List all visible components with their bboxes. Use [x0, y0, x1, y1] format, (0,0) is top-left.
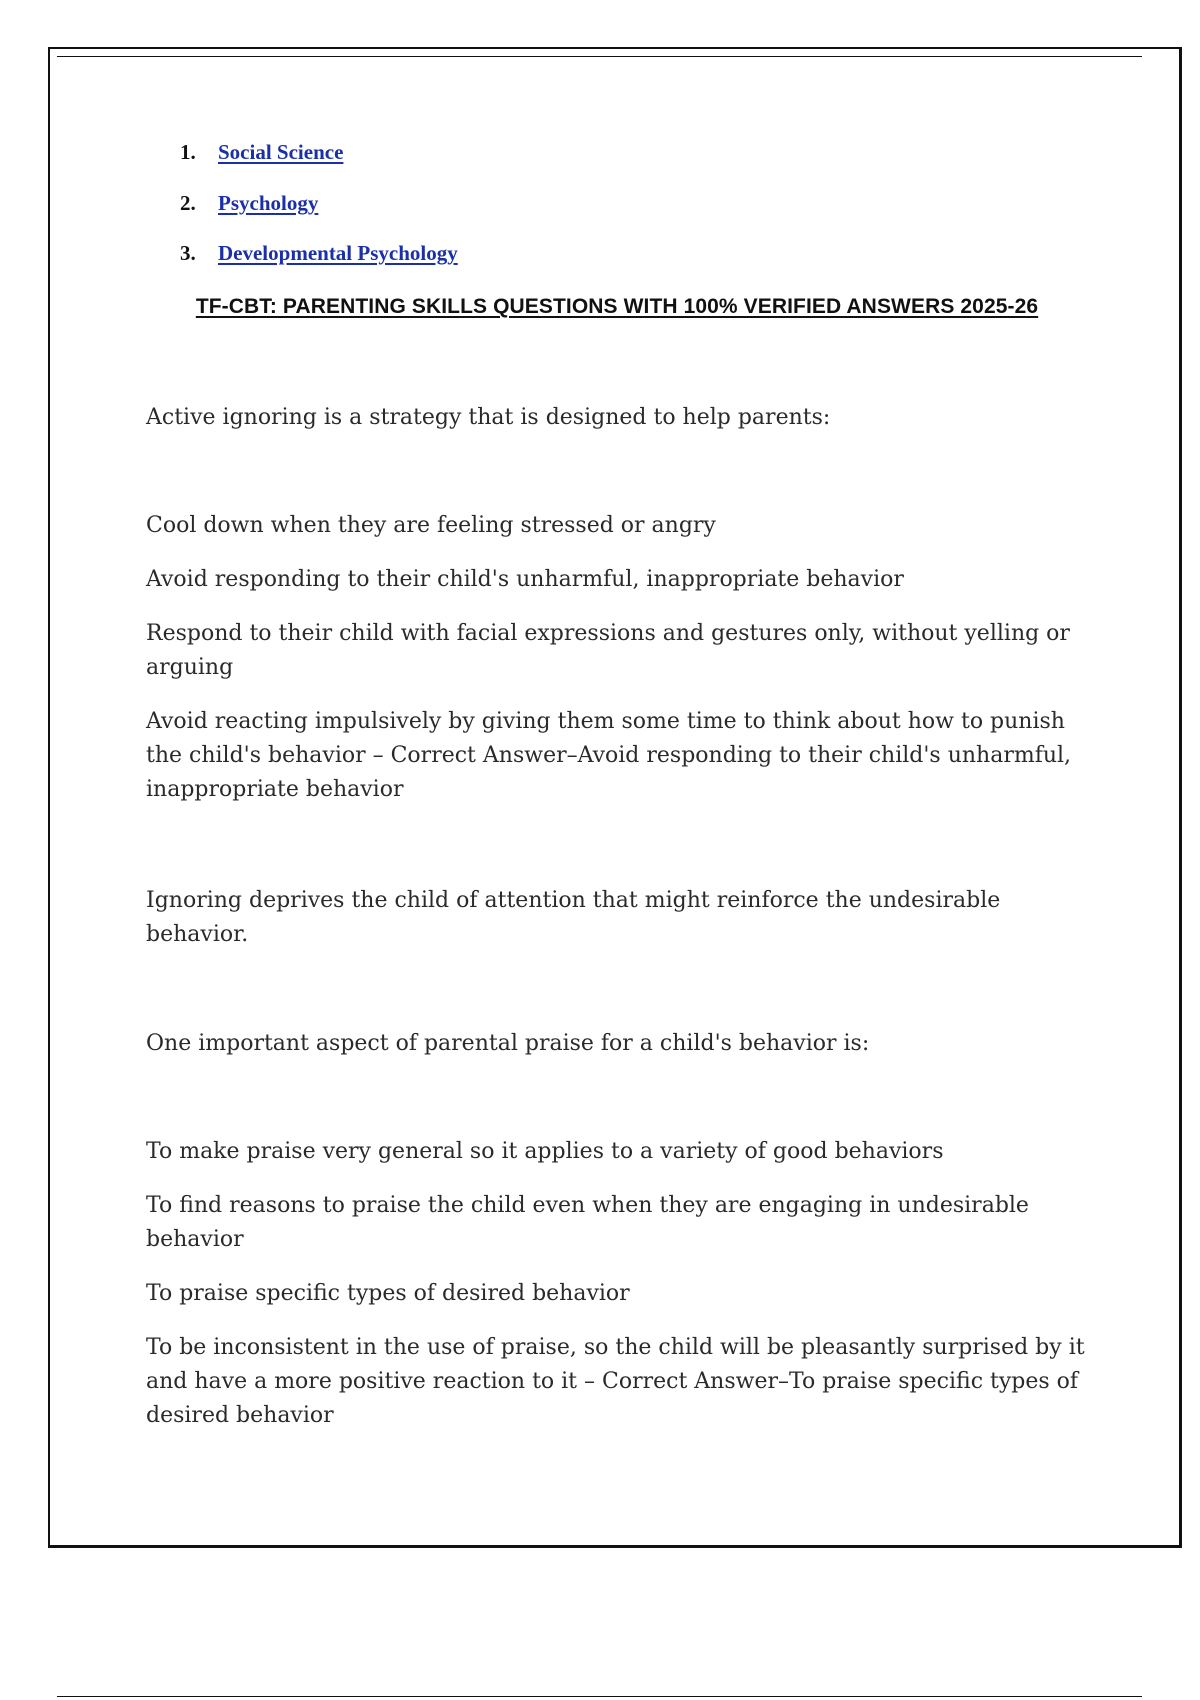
question-2-options	[146, 1135, 1096, 1453]
answer-option: Respond to their child with facial expressions and gestures only, without yelling or arguing	[146, 621, 1070, 680]
breadcrumb-link-social-science[interactable]: Social Science	[218, 140, 344, 164]
explanation-text: Ignoring deprives the child of attention that might reinforce the undesirable behavior.	[146, 888, 1001, 947]
answer-option: To praise specific types of desired behavior	[146, 1281, 630, 1306]
answer-option: To find reasons to praise the child even when they are engaging in undesirable behavior	[146, 1193, 1029, 1252]
breadcrumb-number: 2.	[180, 190, 196, 215]
breadcrumb-item	[180, 191, 458, 242]
breadcrumb-item	[180, 241, 458, 292]
breadcrumb-link-psychology[interactable]: Psychology	[218, 190, 319, 215]
answer-option: Cool down when they are feeling stressed or angry	[146, 513, 716, 538]
answer-option: To make praise very general so it applies to a variety of good behaviors	[146, 1139, 944, 1164]
question-1-options	[146, 509, 1096, 827]
answer-option: Avoid responding to their child's unharmful, inappropriate behavior	[146, 567, 904, 592]
answer-option: To be inconsistent in the use of praise, so the child will be pleasantly surprised by it and have a more positive reaction to it – Correct Answer–To praise specific types of desired behavior	[146, 1335, 1085, 1428]
question-1-explanation	[146, 884, 1096, 952]
breadcrumb-item	[180, 140, 458, 191]
answer-option: Avoid reacting impulsively by giving them some time to think about how to punish the child's behavior – Correct Answer–Avoid responding to their child's unharmful, inappropriate behavior	[146, 709, 1072, 802]
breadcrumb	[180, 140, 458, 292]
question-2	[146, 1027, 1096, 1061]
question-prompt: Active ignoring is a strategy that is designed to help parents:	[146, 405, 831, 430]
breadcrumb-number: 1.	[180, 140, 196, 164]
bottom-rule	[57, 1696, 1142, 1697]
breadcrumb-link-developmental-psychology[interactable]: Developmental Psychology	[218, 241, 458, 265]
question-prompt: One important aspect of parental praise for a child's behavior is:	[146, 1031, 870, 1056]
question-1	[146, 401, 1096, 435]
breadcrumb-number: 3.	[180, 241, 196, 265]
top-rule	[57, 56, 1142, 57]
page-title: TF-CBT: PARENTING SKILLS QUESTIONS WITH 100% VERIFIED ANSWERS 2025-26	[195, 295, 1039, 318]
